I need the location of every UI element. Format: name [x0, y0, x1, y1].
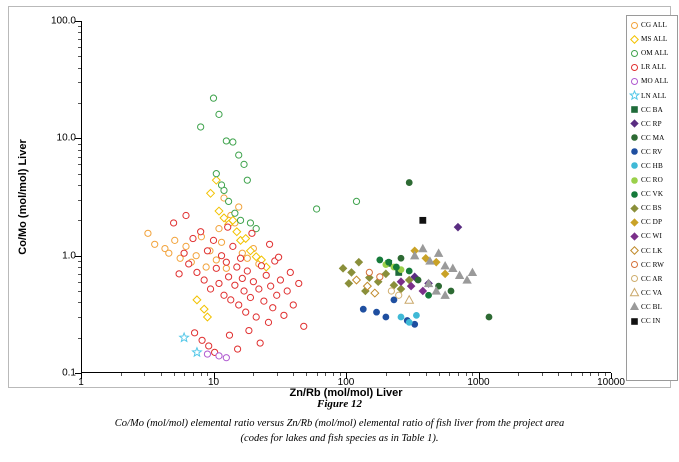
legend-marker-icon: [629, 62, 640, 73]
legend-marker-icon: [629, 316, 640, 327]
data-point: [244, 255, 250, 261]
x-tick-minor: [144, 373, 145, 376]
data-point: [393, 264, 399, 270]
y-tick-minor: [78, 267, 81, 268]
data-point: [355, 258, 363, 266]
x-tick-minor: [598, 373, 599, 376]
legend-marker-icon: [629, 301, 640, 312]
data-point: [237, 217, 243, 223]
legend-item[interactable]: [629, 145, 676, 159]
legend-marker-icon: [629, 287, 640, 298]
x-tick-minor: [409, 373, 410, 376]
data-point: [268, 283, 274, 289]
data-point: [265, 319, 271, 325]
y-tick-minor: [78, 32, 81, 33]
data-point: [230, 139, 236, 145]
data-point: [287, 269, 293, 275]
y-tick-minor: [78, 82, 81, 83]
data-point: [253, 314, 259, 320]
legend-marker-icon: [629, 118, 640, 129]
data-point: [204, 313, 212, 321]
data-point: [281, 312, 287, 318]
legend-marker-icon: [629, 203, 640, 214]
x-tick-minor: [518, 373, 519, 376]
data-point: [377, 274, 383, 280]
legend-item[interactable]: [629, 60, 676, 74]
data-point: [353, 276, 361, 284]
data-point: [198, 229, 204, 235]
data-point: [314, 206, 320, 212]
data-point: [226, 332, 232, 338]
data-point: [348, 269, 356, 277]
legend-marker-icon: [629, 76, 640, 87]
x-tick-minor: [439, 373, 440, 376]
caption-line-2: (codes for lakes and fish species as in Table 1).: [240, 433, 439, 444]
data-point: [247, 220, 253, 226]
data-point: [210, 237, 216, 243]
legend-label: CC BL: [641, 302, 663, 311]
data-point: [200, 305, 208, 313]
y-tick-minor: [78, 174, 81, 175]
data-point: [218, 239, 224, 245]
legend-label: MO ALL: [641, 77, 669, 86]
legend-item[interactable]: [629, 117, 676, 131]
y-tick-minor: [78, 157, 81, 158]
x-tick-minor: [293, 373, 294, 376]
legend-label: CC RO: [641, 176, 663, 185]
data-point: [216, 226, 222, 232]
x-tick-minor: [426, 373, 427, 376]
x-tick-label: 1: [78, 377, 84, 388]
data-point: [425, 292, 431, 298]
data-point: [413, 312, 419, 318]
data-point: [468, 268, 476, 276]
legend-item[interactable]: [629, 103, 676, 117]
data-point: [186, 261, 192, 267]
data-point: [234, 346, 240, 352]
y-tick-minor: [78, 291, 81, 292]
legend-item[interactable]: [629, 201, 676, 215]
data-point: [216, 353, 222, 359]
legend-item[interactable]: [629, 74, 676, 88]
data-point: [383, 314, 389, 320]
data-point: [193, 296, 201, 304]
legend-marker-icon: [629, 217, 640, 228]
y-tick-label: 0.1: [62, 367, 76, 379]
data-point: [225, 224, 231, 230]
legend-item[interactable]: [629, 46, 676, 60]
legend-item[interactable]: [629, 244, 676, 258]
legend-label: OM ALL: [641, 49, 669, 58]
data-point: [223, 265, 229, 271]
data-point: [276, 254, 282, 260]
legend-item[interactable]: [629, 300, 676, 314]
data-point: [213, 265, 219, 271]
data-point: [353, 198, 359, 204]
legend-item[interactable]: [629, 88, 676, 102]
y-axis-label: Co/Mo (mol/mol) Liver: [17, 139, 29, 255]
data-point: [213, 171, 219, 177]
data-point: [454, 223, 462, 231]
data-point: [270, 305, 276, 311]
y-tick-minor: [78, 150, 81, 151]
figure-caption: [0, 398, 679, 446]
data-point: [198, 124, 204, 130]
data-point: [244, 177, 250, 183]
data-point: [258, 263, 264, 269]
data-point: [249, 230, 255, 236]
data-point: [434, 249, 442, 257]
data-points-layer: [81, 21, 611, 373]
data-point: [199, 337, 205, 343]
data-point: [419, 287, 427, 295]
x-tick-label: 10000: [597, 377, 625, 388]
data-point: [204, 248, 210, 254]
data-point: [243, 309, 249, 315]
data-point: [191, 330, 197, 336]
data-point: [405, 296, 413, 304]
data-point: [152, 241, 158, 247]
legend-label: CC AR: [641, 274, 663, 283]
y-tick-minor: [78, 47, 81, 48]
legend-label: LN ALL: [641, 91, 667, 100]
data-point: [411, 251, 419, 259]
data-point: [194, 269, 200, 275]
data-point: [236, 204, 242, 210]
data-point: [301, 323, 307, 329]
data-point: [463, 276, 471, 284]
y-tick-minor: [78, 220, 81, 221]
data-point: [377, 257, 383, 263]
legend-label: CC BA: [641, 105, 663, 114]
data-point: [345, 280, 353, 288]
legend-marker-icon: [629, 259, 640, 270]
legend-item[interactable]: [629, 173, 676, 187]
data-point: [145, 230, 151, 236]
legend-marker-icon: [629, 34, 640, 45]
x-tick-label: 100: [337, 377, 355, 388]
legend-item[interactable]: [629, 131, 676, 145]
legend-label: CC HB: [641, 161, 663, 170]
data-point: [204, 351, 210, 357]
data-point: [406, 179, 412, 185]
data-point: [266, 241, 272, 247]
data-point: [241, 161, 247, 167]
data-point: [193, 348, 202, 356]
y-tick-minor: [78, 164, 81, 165]
x-tick-minor: [161, 373, 162, 376]
legend-label: LR ALL: [641, 63, 667, 72]
y-tick-minor: [78, 282, 81, 283]
data-point: [207, 286, 213, 292]
x-tick-minor: [306, 373, 307, 376]
x-tick-minor: [325, 373, 326, 376]
legend-marker-icon: [629, 20, 640, 31]
data-point: [246, 327, 252, 333]
x-tick-minor: [605, 373, 606, 376]
x-tick-minor: [201, 373, 202, 376]
y-tick-minor: [78, 26, 81, 27]
data-point: [290, 302, 296, 308]
y-tick-label: 1.0: [62, 250, 76, 262]
data-point: [360, 306, 366, 312]
x-tick-minor: [207, 373, 208, 376]
legend-label: CC LK: [641, 246, 663, 255]
x-tick-label: 1000: [467, 377, 490, 388]
data-point: [257, 340, 263, 346]
legend-item[interactable]: [629, 32, 676, 46]
y-tick-minor: [78, 144, 81, 145]
x-tick-minor: [193, 373, 194, 376]
x-axis-label: Zn/Rb (mol/mol) Liver: [289, 387, 403, 399]
data-point: [223, 259, 229, 265]
legend-label: CC RV: [641, 147, 663, 156]
legend-item[interactable]: [629, 314, 676, 328]
y-tick-minor: [78, 338, 81, 339]
chart-legend: [626, 15, 678, 381]
data-point: [233, 228, 241, 236]
x-tick-minor: [386, 373, 387, 376]
data-point: [225, 274, 231, 280]
legend-label: CC IN: [641, 317, 661, 326]
legend-label: CC BS: [641, 204, 662, 213]
data-point: [183, 243, 189, 249]
data-point: [277, 277, 283, 283]
data-point: [225, 198, 231, 204]
data-point: [296, 280, 302, 286]
x-tick-minor: [466, 373, 467, 376]
x-tick-minor: [121, 373, 122, 376]
data-point: [223, 138, 229, 144]
legend-item[interactable]: [629, 258, 676, 272]
legend-label: CC VA: [641, 288, 663, 297]
legend-marker-icon: [629, 245, 640, 256]
legend-marker-icon: [629, 189, 640, 200]
data-point: [183, 212, 189, 218]
data-point: [406, 319, 412, 325]
data-point: [284, 288, 290, 294]
data-point: [396, 292, 402, 298]
x-tick-minor: [582, 373, 583, 376]
caption-line-1: Co/Mo (mol/mol) elemental ratio versus Zn/Rb (mol/mol) elemental ratio of fish liver from the project area: [114, 418, 565, 429]
legend-label: CC RW: [641, 260, 665, 269]
data-point: [397, 278, 405, 286]
data-point: [206, 343, 212, 349]
legend-label: MS ALL: [641, 35, 668, 44]
legend-marker-icon: [629, 231, 640, 242]
x-tick-minor: [317, 373, 318, 376]
data-point: [448, 288, 454, 294]
data-point: [180, 333, 189, 341]
x-tick-minor: [558, 373, 559, 376]
data-point: [236, 152, 242, 158]
data-point: [386, 259, 392, 265]
data-point: [244, 268, 250, 274]
data-point: [201, 277, 207, 283]
x-tick-minor: [333, 373, 334, 376]
data-point: [193, 253, 199, 259]
data-point: [190, 235, 196, 241]
data-point: [216, 111, 222, 117]
y-tick-minor: [78, 317, 81, 318]
y-tick-minor: [78, 103, 81, 104]
data-point: [181, 250, 187, 256]
legend-item[interactable]: [629, 159, 676, 173]
data-point: [441, 270, 449, 278]
x-tick-minor: [458, 373, 459, 376]
data-point: [218, 253, 224, 259]
x-tick-minor: [449, 373, 450, 376]
data-point: [213, 257, 219, 263]
data-point: [263, 272, 269, 278]
data-point: [230, 243, 236, 249]
legend-label: CG ALL: [641, 21, 667, 30]
data-point: [223, 355, 229, 361]
data-point: [215, 207, 223, 215]
data-point: [234, 264, 240, 270]
legend-item[interactable]: [629, 215, 676, 229]
y-tick-minor: [78, 39, 81, 40]
chart-frame: [8, 6, 671, 399]
y-tick-minor: [78, 68, 81, 69]
data-point: [239, 275, 245, 281]
figure-number: Figure 12: [317, 398, 362, 410]
data-point: [261, 298, 267, 304]
x-tick-minor: [340, 373, 341, 376]
data-point: [172, 237, 178, 243]
legend-item[interactable]: [629, 272, 676, 286]
legend-marker-icon: [629, 273, 640, 284]
y-tick-minor: [78, 185, 81, 186]
legend-marker-icon: [629, 48, 640, 59]
data-point: [339, 264, 347, 272]
legend-marker-icon: [629, 160, 640, 171]
data-point: [176, 271, 182, 277]
y-tick-minor: [78, 200, 81, 201]
plot-area: [50, 15, 625, 388]
y-tick-minor: [78, 261, 81, 262]
legend-label: CC MA: [641, 133, 665, 142]
data-point: [432, 258, 440, 266]
legend-label: CC WI: [641, 232, 662, 241]
data-point: [366, 269, 372, 275]
y-tick-minor: [78, 274, 81, 275]
y-tick-minor: [78, 302, 81, 303]
data-point: [256, 286, 262, 292]
y-tick-minor: [78, 56, 81, 57]
data-point: [250, 279, 256, 285]
data-point: [449, 264, 457, 272]
x-tick-label: 10: [207, 377, 220, 388]
x-tick-minor: [253, 373, 254, 376]
data-point: [486, 314, 492, 320]
x-tick-minor: [571, 373, 572, 376]
legend-label: CC DP: [641, 218, 663, 227]
legend-label: CC RP: [641, 119, 662, 128]
y-tick-label: 100.0: [50, 15, 76, 27]
x-tick-minor: [590, 373, 591, 376]
data-point: [236, 302, 242, 308]
legend-item[interactable]: [629, 18, 676, 32]
legend-marker-icon: [629, 146, 640, 157]
legend-marker-icon: [629, 90, 640, 101]
data-point: [232, 210, 238, 216]
x-tick-minor: [174, 373, 175, 376]
data-point: [203, 264, 209, 270]
x-tick-minor: [184, 373, 185, 376]
data-point: [207, 189, 215, 197]
data-point: [171, 220, 177, 226]
x-tick-minor: [472, 373, 473, 376]
data-point: [218, 182, 224, 188]
x-tick-minor: [277, 373, 278, 376]
data-point: [455, 271, 463, 279]
data-point: [420, 217, 426, 223]
data-point: [221, 292, 227, 298]
legend-marker-icon: [629, 132, 640, 143]
legend-label: CC VK: [641, 190, 664, 199]
data-point: [441, 262, 449, 270]
legend-item[interactable]: [629, 229, 676, 243]
x-tick-minor: [542, 373, 543, 376]
data-point: [419, 244, 427, 252]
data-point: [210, 95, 216, 101]
data-point: [237, 255, 243, 261]
data-point: [415, 277, 421, 283]
legend-marker-icon: [629, 175, 640, 186]
data-point: [388, 288, 394, 294]
data-point: [371, 289, 379, 297]
y-tick-label: 10.0: [56, 132, 76, 144]
data-point: [232, 282, 238, 288]
data-point: [247, 294, 253, 300]
data-point: [241, 288, 247, 294]
legend-item[interactable]: [629, 286, 676, 300]
legend-marker-icon: [629, 104, 640, 115]
data-point: [228, 297, 234, 303]
data-point: [274, 292, 280, 298]
data-point: [216, 280, 222, 286]
data-point: [391, 297, 397, 303]
data-point: [398, 255, 404, 261]
data-point: [166, 250, 172, 256]
data-point: [406, 268, 412, 274]
data-point: [398, 314, 404, 320]
data-point: [373, 309, 379, 315]
legend-item[interactable]: [629, 187, 676, 201]
